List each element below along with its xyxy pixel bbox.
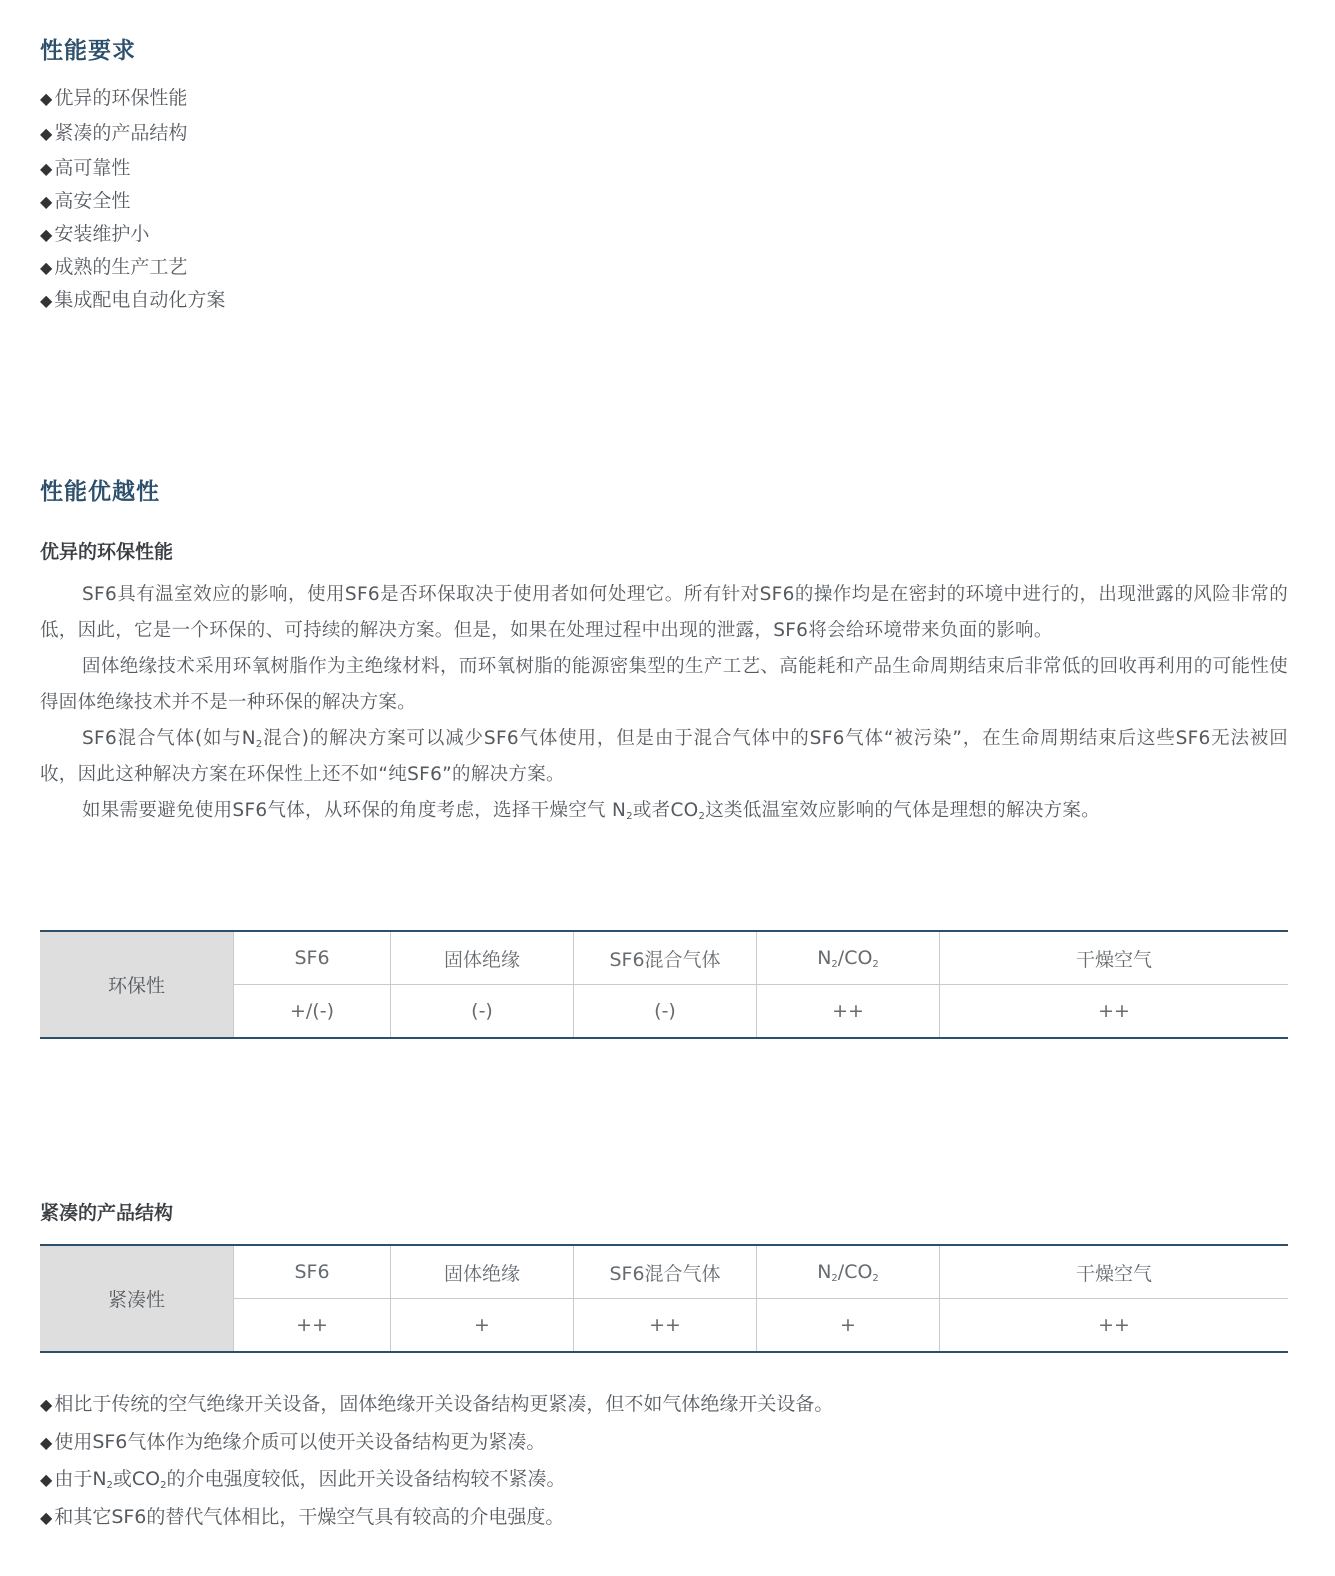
subsection-title-environmental: 优异的环保性能 — [40, 541, 174, 563]
section-title-performance-advantages: 性能优越性 — [40, 479, 160, 505]
diamond-bullet-icon: ◆ — [40, 291, 53, 310]
column-header: SF6 — [234, 1245, 391, 1299]
diamond-bullet-icon: ◆ — [40, 1507, 53, 1527]
table-cell: ++ — [757, 985, 940, 1039]
subsection-title-compact-structure: 紧凑的产品结构 — [40, 1202, 174, 1224]
list-item: ◆ 使用SF6气体作为绝缘介质可以使开关设备结构更为紧凑。 — [40, 1430, 546, 1453]
requirements-list — [40, 82, 225, 317]
column-header: SF6 — [234, 931, 391, 985]
list-item: ◆ 和其它SF6的替代气体相比，干燥空气具有较高的介电强度。 — [40, 1505, 565, 1528]
list-item: ◆ 紧凑的产品结构 — [40, 122, 188, 144]
list-item: ◆ 由于$N_2$或$CO_2$的介电强度较低，因此开关设备结构较不紧凑。 — [40, 1468, 566, 1491]
list-item: ◆ 集成配电自动化方案 — [40, 289, 226, 311]
diamond-bullet-icon: ◆ — [40, 1470, 53, 1489]
diamond-bullet-icon: ◆ — [40, 192, 53, 211]
column-header: $N_2/CO_2$ — [757, 1245, 940, 1299]
diamond-bullet-icon: ◆ — [40, 159, 53, 178]
column-header: 干燥空气 — [940, 1245, 1289, 1299]
diamond-bullet-icon: ◆ — [40, 258, 53, 277]
table-cell: (-) — [574, 985, 757, 1039]
paragraph: SF6混合气体(如与$N_2$混合)的解决方案可以减少SF6气体使用，但是由于混合气体中的SF6气体“被污染”，在生命周期结束后这些SF6无法被回收，因此这种解决方案在环保性上还不如“纯SF6”的解决方案。 — [40, 728, 1288, 785]
compactness-notes-list — [40, 1386, 833, 1536]
environmental-comparison-table — [40, 930, 1288, 1039]
column-header: $N_2/CO_2$ — [757, 931, 940, 985]
environmental-paragraphs — [40, 577, 1288, 829]
paragraph: 固体绝缘技术采用环氧树脂作为主绝缘材料，而环氧树脂的能源密集型的生产工艺、高能耗和产品生命周期结束后非常低的回收再利用的可能性使得固体绝缘技术并不是一种环保的解决方案。 — [40, 656, 1288, 713]
list-item: ◆ 成熟的生产工艺 — [40, 256, 188, 278]
list-item: ◆ 高可靠性 — [40, 157, 131, 179]
column-header: SF6混合气体 — [574, 931, 757, 985]
section-title-performance-requirements: 性能要求 — [40, 38, 136, 64]
table-cell: ++ — [940, 985, 1289, 1039]
row-label: 环保性 — [40, 931, 234, 1038]
diamond-bullet-icon: ◆ — [40, 1395, 53, 1414]
table-cell: (-) — [391, 985, 574, 1039]
paragraph: SF6具有温室效应的影响，使用SF6是否环保取决于使用者如何处理它。所有针对SF6的操作均是在密封的环境中进行的，出现泄露的风险非常的低，因此，它是一个环保的、可持续的解决方案。但是，如果在处理过程中出现的泄露，SF6将会给环境带来负面的影响。 — [40, 584, 1288, 641]
column-header: 干燥空气 — [940, 931, 1289, 985]
table-cell: ++ — [234, 1299, 391, 1353]
table-row — [40, 1245, 1288, 1299]
diamond-bullet-icon: ◆ — [40, 124, 53, 143]
paragraph: 如果需要避免使用SF6气体，从环保的角度考虑，选择干燥空气 $N_2$或者$CO_2$这类低温室效应影响的气体是理想的解决方案。 — [82, 800, 1101, 822]
column-header: 固体绝缘 — [391, 1245, 574, 1299]
table-cell: +/(-) — [234, 985, 391, 1039]
table-cell: + — [391, 1299, 574, 1353]
diamond-bullet-icon: ◆ — [40, 225, 53, 244]
table-cell: ++ — [940, 1299, 1289, 1353]
table-row — [40, 931, 1288, 985]
list-item: ◆ 高安全性 — [40, 190, 131, 212]
list-item: ◆ 相比于传统的空气绝缘开关设备，固体绝缘开关设备结构更紧凑，但不如气体绝缘开关设备。 — [40, 1393, 834, 1415]
column-header: SF6混合气体 — [574, 1245, 757, 1299]
list-item: ◆ 安装维护小 — [40, 223, 150, 245]
diamond-bullet-icon: ◆ — [40, 89, 53, 108]
list-item: ◆ 优异的环保性能 — [40, 87, 188, 109]
column-header: 固体绝缘 — [391, 931, 574, 985]
row-label: 紧凑性 — [40, 1245, 234, 1352]
table-cell: + — [757, 1299, 940, 1353]
compactness-comparison-table — [40, 1244, 1288, 1353]
diamond-bullet-icon: ◆ — [40, 1432, 53, 1452]
table-cell: ++ — [574, 1299, 757, 1353]
